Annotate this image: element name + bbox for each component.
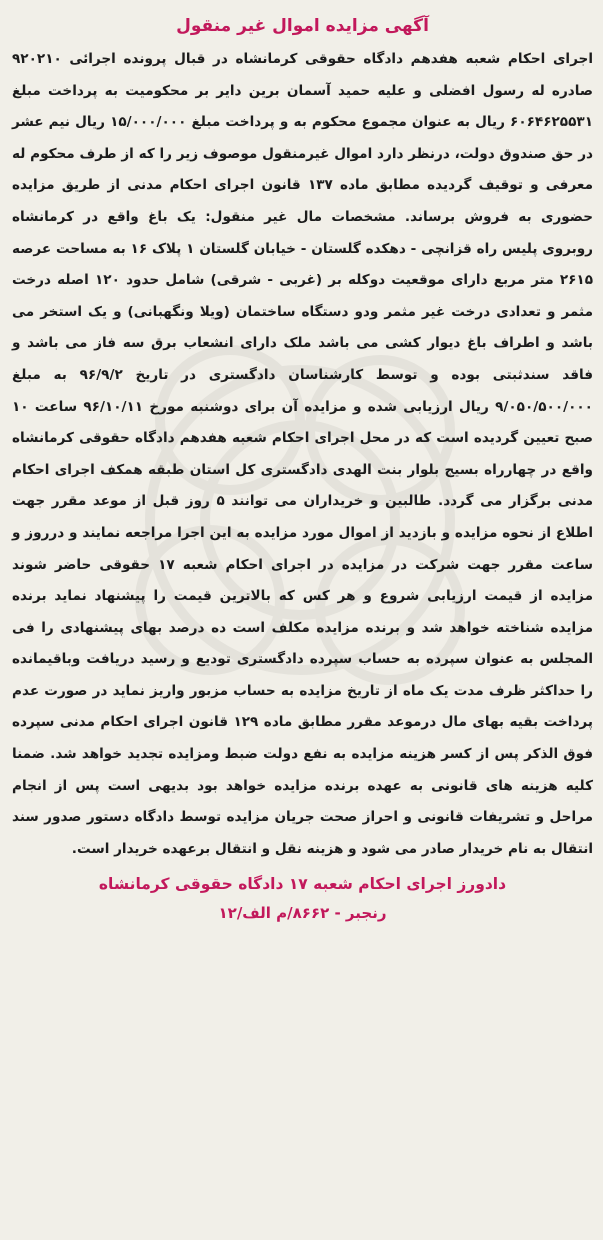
notice-body: اجرای احکام شعبه هفدهم دادگاه حقوقی کرمانشاه در قبال پرونده اجرائی ۹۲۰۲۱۰ صادره له رسول افضلی و علیه حمید آسمان برین دایر بر محکومیت به پرداخت مبلغ ۶۰۶۴۶۲۵۵۳۱ ریال به عنوان مجموع محکوم به و پرداخت مبلغ ۱۵/۰۰۰/۰۰۰ ریال نیم عشر در حق صندوق دولت، درنظر دارد اموال غیرمنقول موصوف زیر را که از طرف محکوم له معرفی و توقیف گردیده مطابق ماده ۱۳۷ قانون اجرای احکام مدنی از طریق مزایده حضوری به فروش برساند. مشخصات مال غیر منقول: یک باغ واقع در کرمانشاه روبروی پلیس راه قزانچی - دهکده گلستان - خیابان گلستان ۱ پلاک ۱۶ به مساحت عرصه ۲۶۱۵ متر مربع دارای موقعیت دوکله بر (غربی - شرقی) شامل حدود ۱۲۰ اصله درخت مثمر و تعدادی درخت غیر مثمر ودو دستگاه ساختمان (ویلا ونگهبانی) و یک استخر می باشد و اطراف باغ دیوار کشی می باشد ملک دارای انشعاب برق سه فاز می باشد و فاقد سندثبتی بوده و توسط کارشناسان دادگستری در تاریخ ۹۶/۹/۲ به مبلغ ۹/۰۵۰/۵۰۰/۰۰۰ ریال ارزیابی شده و مزایده آن برای دوشنبه مورخ ۹۶/۱۰/۱۱ ساعت ۱۰ صبح تعیین گردیده است که در محل اجرای احکام شعبه هفدهم دادگاه حقوقی کرمانشاه واقع در چهارراه بسیج بلوار بنت الهدی دادگستری کل استان طبقه همکف اجرای احکام مدنی برگزار می گردد. طالبین و خریداران می توانند ۵ روز قبل از موعد مقرر جهت اطلاع از نحوه مزایده و بازدید از اموال مورد مزایده به این اجرا مراجعه نمایند و درروز و ساعت مقرر جهت شرکت در مزایده در اجرای احکام شعبه ۱۷ حقوقی حاضر شوند مزایده از قیمت ارزیابی شروع و هر کس که بالاترین قیمت را پیشنهاد نماید برنده مزایده شناخته خواهد شد و برنده مزایده مکلف است ده درصد بهای پیشنهادی را فی المجلس به عنوان سپرده به حساب سپرده دادگستری تودیع و رسید دریافت وباقیمانده را حداکثر ظرف مدت یک ماه از تاریخ مزایده به حساب مزبور واریز نماید در صورت عدم پرداخت بقیه بهای مال درموعد مقرر مطابق ماده ۱۲۹ قانون اجرای احکام مدنی سپرده فوق الذکر پس از کسر هزینه مزایده به نفع دولت ضبط ومزایده تجدید خواهد شد. ضمنا کلیه هزینه های قانونی به عهده برنده مزایده خواهد بود بدیهی است پس از انجام مراحل و تشریفات قانونی و احراز صحت جریان مزایده توسط دادگاه دستور صدور سند انتقال به نام خریدار صادر می شود و هزینه نقل و انتقال برعهده خریدار است. xyxy=(12,51,594,857)
notice-title: آگهی مزایده اموال غیر منقول xyxy=(176,16,429,36)
reference-number: رنجبر - ۸۶۶۲/م الف/۱۲ xyxy=(218,904,387,923)
signature-line: دادورز اجرای احکام شعبه ۱۷ دادگاه حقوقی کرمانشاه xyxy=(98,875,507,894)
